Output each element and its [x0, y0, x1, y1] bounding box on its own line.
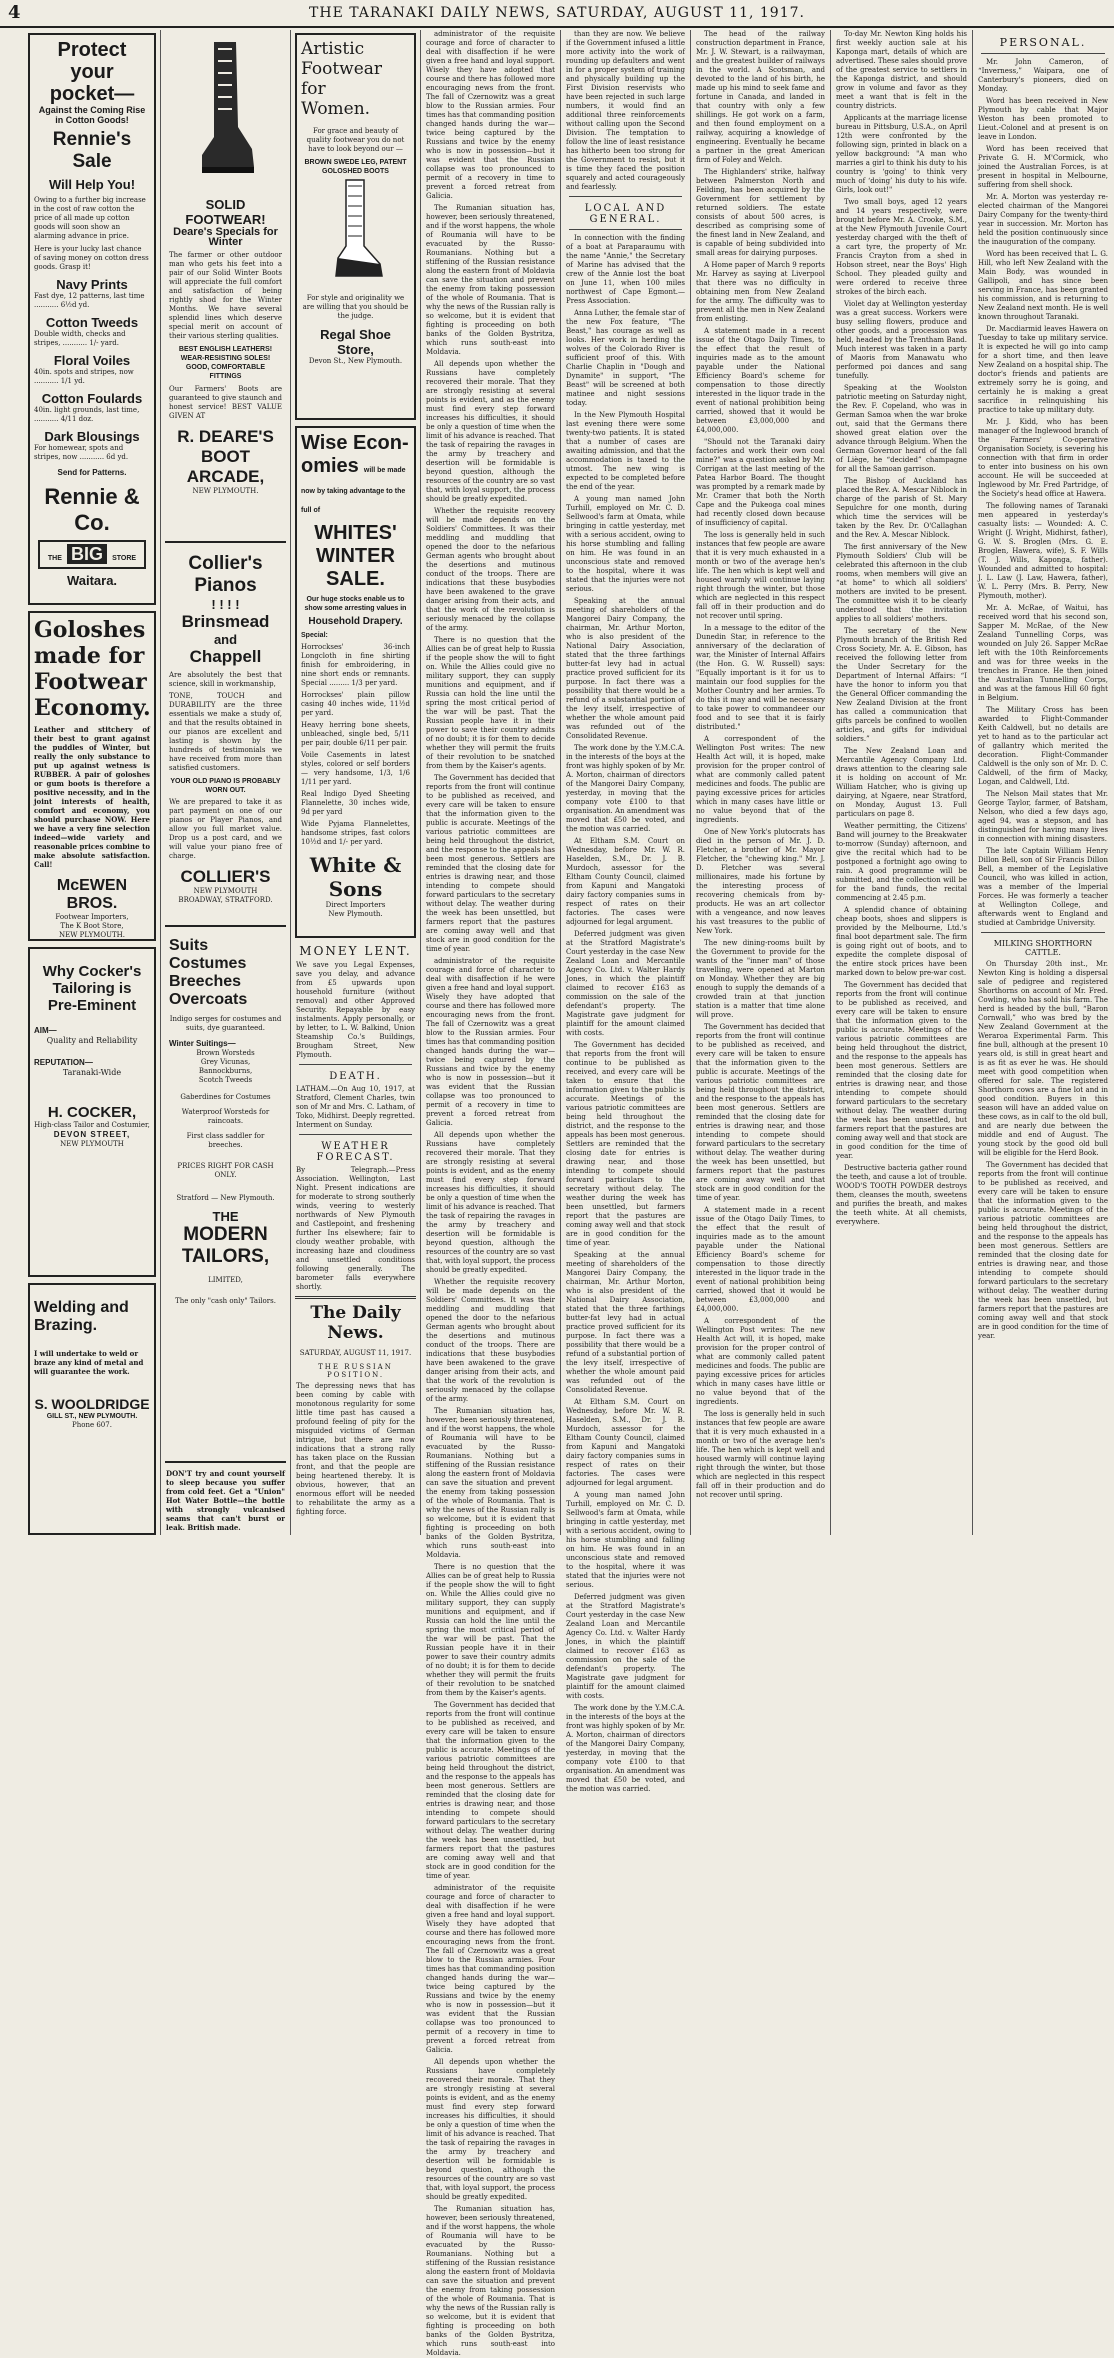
article-paragraph: Whether the requisite recovery will be made depends on the Soldiers' Committees. It was their meddling and muddling that opened the door to the nefarious German agents who brought about the desertions and mutinous conduct of the troops. There are indications that these busybodies have been awakened to the grave danger arising from their acts, and that the work of the revolution is seriously menaced by the collapse of the army. — [426, 507, 555, 632]
news-item: The first anniversary of the New Plymouth Soldiers' Club will be celebrated this afternoon in the club rooms, when members will give an “at home” to which all soldiers' mothers are invited to be present. The committee wish it to be clearly understood that the invitation applies to all soldiers' mothers. — [836, 543, 967, 623]
item-name: Dark Blousings — [44, 429, 140, 444]
column-3 — [293, 30, 418, 1535]
news-item: The New Zealand Loan and Mercantile Agency Company Ltd. draws attention to the clearing sale it is holding on account of Mr. William Hatcher, who is giving up dairying, at Ngaere, near Stratford, on Monday, August 13. Full particulars on page 8. — [836, 747, 967, 818]
ad-address: NEW PLYMOUTH. — [59, 931, 125, 939]
editorial-text: The depressing news that has been coming by cable with monotonous regularity for some little time past has caused a profound feeling of pity for the misguided victims of German intrigue, but there are now indications that a strong rally has taken place on the Russian front, and that the people are being heartened thereby. It is obvious, however, that an enormous effort will be needed to rehabilitate the army as a fighting force. — [296, 1382, 415, 1516]
ad-headline: Welding and — [34, 1299, 129, 1316]
news-item: The head of the railway construction department in France, Mr. J. W. Stewart, is a railwayman, and the greatest builder of railways in the world. A Scotsman, and devoted to the land of his birth, he made up his mind to seek fame and fortune in Canada, and landed in that country with only a few shillings. He got work on a farm, and then found employment on a railway, acquiring a knowledge of engineering. Eventually he became a partner in the great American firm of Foley and Welch. — [696, 30, 825, 164]
news-item: The new dining-rooms built by the Government to provide for the wants of the "inner man" of those travelling, were opened at Marton on Monday. Whether they are big enough to supply the demands of a crowded train at that junction station is a matter that time alone will prove. — [696, 939, 825, 1019]
ad-label: REPUTATION— — [34, 1058, 93, 1067]
ad-headline: Collier's — [188, 553, 263, 574]
ad-body: The farmer or other outdoor man who gets his feet into a pair of our Solid Winter Boots will appreciate the full comfort and satisfaction of being rightly shod for the Winter Months. We have several splendid lines which deserve special merit on account of their various sterling qualities. — [169, 251, 282, 340]
ad-subhead: Winter Suitings— — [169, 1039, 236, 1048]
price-list-item — [34, 277, 150, 310]
ad-body: Our Farmers' Boots are guaranteed to give staunch and honest service! BEST VALUE GIVEN AT — [169, 385, 282, 420]
ad-subhead: will be made now by taking advantage to the full of — [301, 467, 406, 514]
news-item: A Home paper of March 9 reports Mr. Harvey as saying at Liverpool that there was no difficulty in obtaining men from New Zealand for the army. The difficulty was to prevent all the men in New Zealand from enlisting. — [696, 261, 825, 323]
news-item: The work done by the Y.M.C.A. in the interests of the boys at the front was highly spoken of by Mr. A. Morton, chairman of directors of the Mangorei Dairy Company, yesterday, in moving that the company vote £100 to that organisation. An amendment was moved that £50 be voted, and the motion was carried. — [566, 744, 685, 833]
modern-tailors-advertisement — [165, 933, 286, 1463]
personal-item: The Military Cross has been awarded to Flight-Commander Keith Caldwell, but no details are yet to hand as to the particular act of gallantry which merited the decoration. Flight-Commander Caldwell is the only son of Mr. D. C. Caldwell, of the firm of Macky, Logan, and Caldwell, Ltd. — [978, 706, 1108, 786]
ad-subhead: Deare's Specials for Winter — [173, 226, 278, 248]
ad-label: Special: — [301, 632, 328, 639]
item-name: Cotton Foulards — [41, 391, 143, 406]
ad-headline: Pre-Eminent — [47, 997, 137, 1014]
personal-item: Word has been received in New Plymouth by cable that Major Weston has been promoted to Lieut.-Colonel and at present is on leave in London. — [978, 97, 1108, 141]
section-heading: PERSONAL. — [999, 36, 1087, 49]
article-paragraph: The Government has decided that reports from the front will continue to be published as received, and every care will be taken to ensure that the information given to the public is accurate. Meetings of the various patriotic committees are being held throughout the district, and the response to the appeals has been most generous. Settlers are reminded that the closing date for entries is drawing near, and those intending to compete should forward particulars to the secretary without delay. The weather during the week has been unsettled, but farmers report that the pastures are coming away well and that stock are in good condition for the time of year. — [426, 774, 555, 953]
ad-address: High-class Tailor and Costumier, — [34, 1121, 150, 1129]
personal-item: Mr. A. McRae, of Waitui, has received word that his second son, Sapper M. McRae, of the New Zealand Tunnelling Corps, was wounded on July 26. Sapper McRae left with the 10th Reinforcements and was for three weeks in the trenches in France. He then joined the Australian Tunnelling Corps, and was at the famous Hill 60 fight in Belgium. — [978, 604, 1108, 702]
personal-item: Word has been received that Private G. H. M'Cormick, who joined the Australian Forces, is at present in hospital in Melbourne, suffering from shell shock. — [978, 145, 1108, 189]
ad-headline: made for — [34, 643, 145, 669]
firm-name: BOOT — [200, 447, 251, 466]
news-item: The loss is generally held in such instances that few people are aware that it is very much exhausted in a month or two of the average hen's life. The hen which is kept well and housed warmly will continue laying right through the winter, but those which are neglected in this respect fall off in their production and do not recover until spring. — [696, 531, 825, 620]
column-8-personal — [975, 30, 1111, 1535]
news-item: Destructive bacteria gather round the teeth, and cause a lot of trouble. WOOD'S TOOTH POWDER destroys them, cleanses the mouth, sweetens and purifies the breath, and makes the teeth white. At all chemists, everywhere. — [836, 1164, 967, 1226]
article-paragraph: The Rumanian situation has, however, been seriously threatened, and if the worst happens, the whole of Roumania will have to be evacuated by the Russo-Roumanians. Nothing but a stiffening of the Russian resistance along the eastern front of Moldavia can save the situation and prevent the enemy from taking possession of the whole of Roumania. That is why the news of the Russian rally is so welcome, but it is evident that fighting is proceeding on both banks of the Golden Bystritza, which runs south-east into Moldavia. — [426, 1407, 555, 1559]
regal-shoe-advertisement — [295, 33, 416, 420]
item-name: Cotton Tweeds — [45, 315, 139, 330]
article-paragraph: administrator of the requisite courage and force of character to deal with disaffection if he were given a free hand and loyal support. Wisely they have adopted that course and there has followed more encouraging news from the front. The fall of Czernowitz was a great blow to the Russian armies. Four times has that commanding position changed hands during the war—twice being captured by the Russians and twice by the enemy who is now in possession—but it was evident that the Russian collapse was too pronounced to permit of a recovery in time to prevent a forced retreat from Galicia. — [426, 30, 556, 200]
personal-item: Mr. A. Morton was yesterday re-elected chairman of the Mangorei Dairy Company for the twenty-third year in succession. Mr. Morton has held the position continuously since the inauguration of the company. — [978, 193, 1108, 246]
logo-word: BIG — [67, 544, 107, 564]
news-item: In a message to the editor of the Dunedin Star, in reference to the anniversary of the declaration of war, the Minister of Internal Affairs (the Hon. G. W. Russell) says: "Equally important is it for us to maintain our food supplies for the Mother Country and her armies. To do this it may and will be necessary to take power to commandeer our food and to see that it is fairly distributed." — [696, 624, 825, 731]
news-item: Deferred judgment was given at the Stratford Magistrate's Court yesterday in the case New Zealand Loan and Mercantile Agency Co. Ltd. v. Walter Hardy Jones, in which the plaintiff claimed to recover £163 as commission on the sale of the defendant's property. The Magistrate gave judgment for plaintiff for the amount claimed with costs. — [566, 1593, 685, 1700]
news-item: The Government has decided that reports from the front will continue to be published as received, and every care will be taken to ensure that the information given to the public is accurate. Meetings of the various patriotic committees are being held throughout the district, and the response to the appeals has been most generous. Settlers are reminded that the closing date for entries is drawing near, and those intending to compete should forward particulars to the secretary without delay. The weather during the week has been unsettled, but farmers report that the pastures are coming away well and that stock are in good condition for the time of year. — [696, 1023, 825, 1202]
ad-address: Direct Importers — [325, 901, 386, 909]
news-item: To-day Mr. Newton King holds his first weekly auction sale at his Kaponga mart, details of which are advertised. These sales should prove of the greatest service to settlers in the Kaponga district, and should grow in volume and favor as they meet a want that is felt in the country districts. — [836, 30, 967, 110]
item-price: Double width, checks and stripes, ........... 1/- yard. — [34, 330, 126, 347]
ad-item: Gaberdines for Costumes — [180, 1093, 271, 1101]
article-paragraph: All depends upon whether the Russians have completely recovered their morale. That they are strongly resisting at several points is evident, and as the enemy must find every step forward increases his difficulties, it should be only a question of time when the limit of his advance is reached. That the task of repairing the ravages in the army by treachery and desertion will be formidable is beyond question, although the resources of the country are so vast that, with loyal support, the process should be greatly expedited. — [426, 1131, 555, 1274]
ad-ornament: ! ! ! ! — [211, 597, 240, 612]
ad-item: Brown Worsteds — [196, 1049, 255, 1057]
price-list-item — [34, 353, 150, 386]
ad-title: Rennie's Sale — [52, 129, 132, 172]
news-item: A splendid chance of obtaining cheap boots, shoes and slippers is provided by the Melbourne, Ltd.'s final boot department sale. The firm is going right out of boots, and to expedite the complete disposal of the entire stock prices have been marked down to below pre-war cost. — [836, 906, 967, 977]
ad-headline: Economy. — [34, 695, 151, 721]
logo-word: THE — [47, 555, 62, 562]
boot-illustration-icon — [196, 37, 256, 187]
ad-headline: Footwear — [34, 669, 147, 695]
news-item: A correspondent of the Wellington Post writes: The new Health Act will, it is hoped, make provision for the proper control of what are commonly called patent medicines and foods. The public are paying excessive prices for articles which in many cases have little or no value beyond that of the ingredients. — [696, 1317, 825, 1406]
article-paragraph: The Government has decided that reports from the front will continue to be published as received, and every care will be taken to ensure that the information given to the public is accurate. Meetings of the various patriotic committees are being held throughout the district, and the response to the appeals has been most generous. Settlers are reminded that the closing date for entries is drawing near, and those intending to compete should forward particulars to the secretary without delay. The weather during the week has been unsettled, but farmers report that the pastures are coming away well and that stock are in good condition for the time of year. — [426, 1701, 555, 1880]
section-heading: LOCAL AND GENERAL. — [584, 203, 667, 225]
firm-name: R. DEARE'S — [177, 427, 274, 446]
news-item: The Government has decided that reports from the front will continue to be published as received, and every care will be taken to ensure that the information given to the public is accurate. Meetings of the various patriotic committees are being held throughout the district, and the response to the appeals has been most generous. Settlers are reminded that the closing date for entries is drawing near, and those intending to compete should forward particulars to the secretary without delay. The weather during the week has been unsettled, but farmers report that the pastures are coming away well and that stock are in good condition for the time of year. — [566, 1041, 685, 1247]
ad-headline: Goloshes — [34, 617, 146, 643]
item-price: Fast dye, 12 patterns, last time ........... 6½d yd. — [34, 292, 145, 309]
ad-headline: Brinsmead — [181, 612, 270, 631]
ad-subhead: YOUR OLD PIANO IS PROBABLY WORN OUT. — [170, 778, 281, 794]
drapery-item: Horrockses' 36-inch Longcloth in fine shirting finish for embroidering, in nine short ends or remnants. Special ......... 1/3 per yard. — [301, 643, 410, 687]
ad-subhead: BROWN SWEDE LEG, PATENT GOLOSHED BOOTS — [304, 159, 407, 175]
ad-body: Owing to a further big increase in the cost of raw cotton the price of all made up cotton goods will soon show an alarming advance in price. — [34, 196, 146, 240]
ad-address: Stratford — New Plymouth. — [176, 1194, 275, 1202]
ad-body: Indigo serges for costumes and suits, dye guaranteed. — [169, 1015, 282, 1032]
ad-item: Bannockburns, — [198, 1067, 253, 1075]
rennie-advertisement — [28, 33, 156, 605]
article-paragraph: There is no question that the Allies can be of great help to Russia if the people show the will to fight on. While the Allies could give no military support, they can supply munitions and equipment, and if Russia can hold the line until the spring the most critical period of the war will be past. That the Russian people have it in their power to save their country admits of no doubt; it is for them to decide whether they will permit the fruits of their revolution to be snatched from them by the Kaiser's agents. — [426, 1563, 555, 1697]
firm-name: Rennie & Co. — [44, 484, 140, 535]
ad-headline: Suits — [169, 937, 209, 954]
ad-headline: Footwear — [301, 59, 383, 79]
news-item: A statement made in a recent issue of the Otago Daily Times, to the effect that the result of inquiries made as to the amount payable under the National Efficiency Board's scheme for compensation to those directly interested in the liquor trade in the event of national prohibition being carried, showed that it would be between £3,000,000 and £4,000,000. — [696, 327, 825, 434]
ad-headline: Tailoring is — [52, 980, 132, 997]
article-paragraph: The Rumanian situation has, however, been seriously threatened, and if the worst happens, the whole of Roumania will have to be evacuated by the Russo-Roumanians. Nothing but a stiffening of the Russian resistance along the eastern front of Moldavia can save the situation and prevent the enemy from taking possession of the whole of Roumania. That is why the news of the Russian rally is so welcome, but it is evident that fighting is proceeding on both banks of the Golden Bystritza, which runs south-east into Moldavia. — [426, 204, 555, 356]
news-item: The Bishop of Auckland has placed the Rev. A. Mescar Niblock in charge of the parish of St. Mary Sepulchre for one month, during which time the services will be taken by the Rev. Dr. O'Callaghan and the Rev. A. Mescar Niblock. — [836, 477, 967, 539]
firm-name: THE — [212, 1209, 239, 1224]
item-price: 40in. spots and stripes, now ........... 1/1 yd. — [34, 368, 134, 385]
news-item: The Highlanders' strike, halfway between Palmerston North and Feilding, has been acquired by the Government for settlement by returned soldiers. The estate consists of about 500 acres, is described as comprising some of the finest land in New Zealand, and is capable of being subdivided into small areas for dairying purposes. — [696, 168, 825, 257]
ad-body: Here is your lucky last chance of saving money on cotton dress goods. Grasp it! — [34, 245, 149, 271]
article-paragraph: Whether the requisite recovery will be made depends on the Soldiers' Committees. It was their meddling and muddling that opened the door to the nefarious German agents who brought about the desertions and mutinous conduct of the troops. There are indications that these busybodies have been awakened to the grave danger arising from their acts, and that the work of the revolution is seriously menaced by the collapse of the army. — [426, 1278, 555, 1403]
money-lent-notice: We save you Legal Expenses, save you delay, and advance from £5 upwards upon household furniture (without removal) and other Approved Security. Repayable by easy instalments. Apply personally, or by letter, to L. W. Balkind, Union Steamship Co.'s Buildings, Brougham Street, New Plymouth. — [296, 961, 415, 1059]
ad-address: NEW PLYMOUTH — [193, 887, 258, 895]
column-4-editorial — [423, 30, 558, 2357]
ad-address: Devon St., New Plymouth. — [308, 357, 403, 365]
drapery-list — [301, 643, 410, 847]
ad-item: PRICES RIGHT FOR CASH ONLY. — [177, 1162, 274, 1179]
article-paragraph: All depends upon whether the Russians have completely recovered their morale. That they are strongly resisting at several points is evident, and as the enemy must find every step forward increases his difficulties, it should be only a question of time when the limit of his advance is reached. That the task of repairing the ravages in the army by treachery and desertion will be formidable is beyond question, although the resources of the country are so vast that, with loyal support, the process should be greatly expedited. — [426, 360, 555, 503]
drapery-item: Wide Pyjama Flannelettes, handsome stripes, fast colors 10½d and 1/- per yard. — [301, 820, 410, 846]
news-item: In connection with the finding of a boat at Paraparaumu with the name "Annie," the Secretary of Marine has advised that the crew of the Annie lost the boat on June 11, when 100 miles northwest of Cape Egmont.—Press Association. — [566, 234, 685, 305]
column-5-local-news — [563, 30, 688, 1793]
news-item: A young man named John Turhill, employed on Mr. C. D. Sellwood's farm at Omata, while bringing in cattle yesterday, met with a serious accident, owing to his horse stumbling and falling on him. He was found in an unconscious state and removed to the hospital, where it was stated that the injuries were not serious. — [566, 1491, 685, 1589]
drapery-item: Voile Casements in latest styles, colored or self borders — very handsome, 1/3, 1/6 1/11 per yard. — [301, 751, 410, 786]
article-paragraph: administrator of the requisite courage and force of character to deal with disaffection if he were given a free hand and loyal support. Wisely they have adopted that course and there has followed more encouraging news from the front. The fall of Czernowitz was a great blow to the Russian armies. Four times has that commanding position changed hands during the war—twice being captured by the Russians and twice by the enemy who is now in possession—but it was evident that the Russian collapse was too pronounced to permit of a recovery in time to prevent a forced retreat from Galicia. — [426, 957, 556, 1127]
ladies-boot-illustration-icon — [326, 176, 386, 286]
newspaper-title: THE TARANAKI DAILY NEWS, SATURDAY, AUGUST 11, 1917. — [309, 5, 805, 21]
news-item: In the New Plymouth Hospital last evening there were some twenty-two patients. It is stated that a number of cases are awaiting admission, and that the accommodation is taxed to the utmost. The new wing is expected to be completed before the end of the year. — [566, 411, 685, 491]
column-1-ads — [26, 30, 158, 1535]
news-item: "Should not the Taranaki dairy factories and work their own coal mine?" was a question asked by Mr. Corrigan at the last meeting of the Patea Harbor Board. The thought was prompted by a remark made by Mr. Cramer that both the North Cape and the Pukeoga coal mines had recently closed down because of insufficiency of capital. — [696, 438, 825, 527]
ad-body: Quality and Reliability — [46, 1036, 138, 1045]
news-item: At Eltham S.M. Court on Wednesday, before Mr. W. R. Haselden, S.M., Dr. J. B. Murdoch, assessor for the Eltham County Council, claimed from Kapuni and Mangatoki dairy factory companies sums in respect of rates on their factories. The cases were adjourned for legal argument. — [566, 1398, 685, 1487]
town-name: NEW PLYMOUTH. — [192, 487, 259, 495]
news-item: On Thursday 20th inst., Mr. Newton King is holding a dispersal sale of pedigree and registered Shorthorns on account of Mr. Fred. Cowling, who has sold his farm. The herd is headed by the bull, “Baron Cornwall,” who was bred by the New Zealand Government at the Weraroa Experimental Farm. This fine bull, although at the present 10 years old, is still in great heart and is as fit as ever he was. He should meet with good competition when offered for sale. The registered Shorthorn cows are a fine lot and in good condition. Buyers in this season will have an added value on these cows, as in calf to the old bull, and are nearly due between the middle and end of August. The young stock by the good old bull will be eligible for the Herd Book. — [978, 960, 1108, 1157]
ad-body: We are prepared to take it as part payment on one of our pianos or Player Pianos, and allow you full market value. Drop us a post card, and we will value your piano free of charge. — [169, 798, 282, 860]
ad-body: BEST ENGLISH LEATHERS! WEAR-RESISTING SOLES! GOOD, COMFORTABLE FITTINGS — [178, 346, 273, 380]
ad-body: Are absolutely the best that science, skill in workmanship, — [169, 671, 282, 688]
news-item: Violet day at Wellington yesterday was a great success. Workers were busy selling flowers, produce and other goods, and a procession was held, headed by the Trentham Band. Much interest was taken in a party of Maoris from Manawatu who performed poi dances and sang tunefully. — [836, 300, 967, 380]
ad-headline: Wise Econ- — [301, 432, 409, 454]
news-item: A young man named John Turhill, employed on Mr. C. D. Sellwood's farm at Omata, while bringing in cattle yesterday, met with a serious accident, owing to his horse stumbling and falling on him. He was found in an unconscious state and removed to the hospital, where it was stated that the injuries were not serious. — [566, 495, 685, 593]
section-heading: DEATH. — [329, 1071, 382, 1082]
weather-forecast-text: By Telegraph.—Press Association. Wellington, Last Night. Present indications are for moderate to strong southerly winds, veering to westerly northwards of New Plymouth and Castlepoint, and freshening further Ins elsewhere; fair to cloudy weather probable, with increasing haze and cloudiness and unsettled conditions following generally. The barometer falls everywhere shortly. — [296, 1166, 415, 1291]
news-item: Speaking at the Woolston patriotic meeting on Saturday night, the Rev. F. Copeland, who was in German Samoa when the war broke out, said that the Germans there showed great elation over the advance through Belgium. When the German Governor heard of the fall of Liège, he “decided” champagne for all the Samoan garrison. — [836, 384, 967, 473]
ad-title: WHITES' — [314, 522, 397, 544]
column-6-news — [693, 30, 828, 1535]
news-item: The work done by the Y.M.C.A. in the interests of the boys at the front was highly spoken of by Mr. A. Morton, chairman of directors of the Mangorei Dairy Company, yesterday, in moving that the company vote £100 to that organisation. An amendment was moved that £50 be voted, and the motion was carried. — [566, 1704, 685, 1793]
news-item: A correspondent of the Wellington Post writes: The new Health Act will, it is hoped, make provision for the proper control of what are commonly called patent medicines and foods. The public are paying excessive prices for articles which in many cases have little or no value beyond that of the ingredients. — [696, 735, 825, 824]
ad-title: WINTER — [316, 545, 395, 567]
ad-item: First class saddler for breeches. — [186, 1132, 265, 1149]
drapery-item: Real Indigo Dyed Sheeting Flannelette, 30 inches wide, 9d per yard — [301, 790, 410, 816]
news-item: The Government has decided that reports from the front will continue to be published as received, and every care will be taken to ensure that the information given to the public is accurate. Meetings of the various patriotic committees are being held throughout the district, and the response to the appeals has been most generous. Settlers are reminded that the closing date for entries is drawing near, and those intending to compete should forward particulars to the secretary without delay. The weather during the week has been unsettled, but farmers report that the pastures are coming away well and that stock are in good condition for the time of year. — [836, 981, 967, 1160]
news-item: At Eltham S.M. Court on Wednesday, before Mr. W. R. Haselden, S.M., Dr. J. B. Murdoch, assessor for the Eltham County Council, claimed from Kapuni and Mangatoki dairy factory companies sums in respect of rates on their factories. The cases were adjourned for legal argument. — [566, 837, 685, 926]
item-price: 40in. light grounds, last time, ........... 4/11 doz. — [34, 406, 140, 423]
news-item: Two small boys, aged 12 years and 14 years respectively, were brought before Mr. A. Crooke, S.M., at the New Plymouth Juvenile Court yesterday charged with the theft of a cart tyre, the property of Mr. Francis Crayton from a shed in Hobson street, near the Boys' High School. They pleaded guilty and were ordered to receive three strokes of the birch each. — [836, 198, 967, 296]
news-item: Speaking at the annual meeting of shareholders of the Mangorei Dairy Company, the chairman, Mr. Arthur Morton, who is also president of the National Dairy Association, stated that the three farthings butter-fat levy had in actual practice proved sufficient for its purpose. In fact there was a possibility that there would be a refund of a substantial portion of the levy itself, irrespective of whether the whole amount paid was refunded out of the Consolidated Revenue. — [566, 597, 685, 740]
ad-headline: Breeches — [169, 973, 242, 990]
ad-headline: Brazing. — [34, 1317, 98, 1334]
ad-address: NEW PLYMOUTH — [60, 1140, 124, 1148]
news-item: The loss is generally held in such instances that few people are aware that it is very much exhausted in a month or two of the average hen's life. The hen which is kept well and housed warmly will continue laying right through the winter, but those which are neglected in this respect fall off in their production and do not recover until spring. — [696, 1410, 825, 1499]
firm-name: H. COCKER, — [47, 1104, 137, 1121]
ad-headline: Chappell — [189, 647, 262, 666]
ad-note: Send for Patterns. — [57, 468, 127, 477]
ad-item: Waterproof Worsteds for raincoats. — [181, 1108, 270, 1125]
news-item: The secretary of the New Plymouth branch of the British Red Cross Society, Mr. A. E. Gibson, has received the following letter from the Under Secretary for the Department of Internal Affairs: “I have the honor to inform you that the General Officer commanding the New Zealand Division at the front has called a communication that gifts parcels be confined to woollen articles, and gifts for individual soldiers.” — [836, 627, 967, 743]
ad-note: The only "cash only" Tailors. — [175, 1297, 276, 1305]
ad-address: New Plymouth. — [328, 910, 383, 918]
article-paragraph: All depends upon whether the Russians have completely recovered their morale. That they are strongly resisting at several points is evident, and as the enemy must find every step forward increases his difficulties, it should be only a question of time when the limit of his advance is reached. That the task of repairing the ravages in the army by treachery and desertion will be formidable is beyond question, although the resources of the country are so vast that, with loyal support, the process should be greatly expedited. — [426, 2058, 555, 2201]
drapery-item: Heavy herring bone sheets, unbleached, single bed, 5/11 per pair, double 6/11 per pair. — [301, 721, 410, 747]
personal-item: Mr. J. Kidd, who has been manager of the Inglewood branch of the Farmers' Co-operative Organisation Society, is severing his connection with that firm in order to enter into business on his own account. He will be succeeded at Inglewood by Mr. Fred Partridge, of the Society's head office at Hawera. — [978, 418, 1108, 498]
firm-name: COLLIER'S — [180, 867, 271, 886]
logo-word: STORE — [112, 555, 137, 562]
price-list-item — [34, 391, 150, 424]
column-7-news — [833, 30, 970, 1535]
ad-item: Scotch Tweeds — [198, 1076, 253, 1084]
personal-item: The following names of Taranaki men appeared in yesterday's casualty lists: — Wounded: A. C. Wright (J. Wright, Midhirst, father), G. W. S. Broglen (Mrs. G. E. Broglen, Hawera, wife), S. F. Wills (T. J. Wills, Kaponga, father). Wounded and admitted to hospital: J. L. Law (J. Law, Hawera, father), W. L. Perry (Mrs. B. Perry, New Plymouth, mother). — [978, 502, 1108, 600]
price-list — [34, 277, 150, 462]
news-item: One of New York's plutocrats has died in the person of Mr. J. D. Fletcher, a brother of Mr. Mayor Fletcher, the "chewing king." Mr. J. D. Fletcher was several millionaires, made his fortune by the interesting process of recovering chemicals from by-products. He was an art collector with a vengeance, and now leaves his vast treasures to the public of New York. — [696, 828, 825, 935]
item-name: Navy Prints — [56, 277, 128, 292]
ad-headline: omies — [301, 455, 359, 477]
news-item: Anna Luther, the female star of the new Fox feature, "The Beast," has courage as well as looks. Her work in herding the wolves of the Colorado River is sufficient proof of this. With Charlie Chaplin in "Dough and Dynamite" in support, "The Beast" will be screened at both matinee and night sessions today. — [566, 309, 685, 407]
item-price: For homewear, spots and stripes, now ........... 6d yd. — [34, 444, 129, 461]
personal-item: Dr. Macdiarmid leaves Hawera on Tuesday to take up military service. It is expected he will go into camp for a short time, and then leave New Zealand on a hospital ship. The doctor's friends and patients are extremely sorry he is going, and certainly he is making a great sacrifice in relinquishing his practice to take up military duty. — [978, 325, 1108, 414]
firm-name: S. WOOLDRIDGE — [34, 1396, 150, 1412]
ad-headline: for — [301, 79, 326, 99]
firm-name: TAILORS, — [181, 1246, 270, 1267]
masthead — [0, 0, 1114, 28]
personal-item: The late Captain William Henry Dillon Bell, son of Sir Francis Dillon Bell, a member of the Legislative Council, who was killed in action, was a member of the Imperial Forces. He was formerly a teacher at Wellington College, and afterwards went to England and studied at Cambridge University. — [978, 847, 1108, 927]
ad-address: DEVON STREET, — [53, 1130, 131, 1139]
ad-headline: Women. — [301, 99, 371, 119]
ad-address: GILL ST., NEW PLYMOUTH. — [46, 1413, 138, 1420]
cocker-tailoring-advertisement — [28, 947, 156, 1277]
firm-name: McEWEN BROS. — [56, 877, 128, 912]
firm-name: MODERN — [183, 1224, 268, 1245]
page-number: 4 — [8, 2, 21, 23]
ad-headline: pocket— — [49, 83, 135, 105]
ad-subhead: Household Drapery. — [308, 616, 403, 627]
news-item: The Government has decided that reports from the front will continue to be published as received, and every care will be taken to ensure that the information given to the public is accurate. Meetings of the various patriotic committees are being held throughout the district, and the response to the appeals has been most generous. Settlers are reminded that the closing date for entries is drawing near, and those intending to compete should forward particulars to the secretary without delay. The weather during the week has been unsettled, but farmers report that the pastures are coming away well and that stock are in good condition for the time of year. — [978, 1161, 1108, 1340]
section-heading: MILKING SHORTHORN CATTLE. — [993, 939, 1093, 957]
article-paragraph: administrator of the requisite courage and force of character to deal with disaffection if he were given a free hand and loyal support. Wisely they have adopted that course and there has followed more encouraging news from the front. The fall of Czernowitz was a great blow to the Russian armies. Four times has that commanding position changed hands during the war—twice being captured by the Russians and twice by the enemy who is now in possession—but it was evident that the Russian collapse was too pronounced to permit of a recovery in time to prevent a forced retreat from Galicia. — [426, 1884, 556, 2054]
editorial-date: SATURDAY, AUGUST 11, 1917. — [299, 1349, 412, 1357]
deare-boot-advertisement — [165, 33, 286, 543]
section-heading: WEATHER FORECAST. — [316, 1141, 395, 1163]
ad-address: Footwear Importers, — [55, 913, 129, 921]
ad-headline: SOLID FOOTWEAR! — [185, 197, 266, 227]
ad-title: SALE. — [326, 568, 385, 590]
ad-label: AIM— — [34, 1026, 57, 1035]
drapery-item: Horrockses' plain pillow casing 40 inches wide, 11½d per yard. — [301, 691, 410, 717]
article-paragraph: than they are now. We believe if the Government infused a little more activity into the work of rounding up defaulters and went in for a proper system of training and physically building up the First Division reservists who have been rejected in such large numbers, it would find an additional three reinforcements without calling upon the Second Division. The temptation to follow the line of least resistance has hitherto been too strong for the Government to resist, but it is time they faced the position squarely and acted courageously and fearlessly. — [566, 30, 685, 191]
ad-address: Phone 607. — [72, 1421, 112, 1429]
ad-body: For grace and beauty of quality footwear you do not have to look beyond our — — [306, 127, 405, 153]
ad-body: Our huge stocks enable us to show some arresting values in — [304, 596, 407, 612]
section-heading: THE RUSSIAN POSITION. — [318, 1363, 393, 1379]
news-item: Speaking at the annual meeting of shareholders of the Mangorei Dairy Company, the chairman, Mr. Arthur Morton, who is also president of the National Dairy Association, stated that the three farthings butter-fat levy had in actual practice proved sufficient for its purpose. In fact there was a possibility that there would be a refund of a substantial portion of the levy itself, irrespective of whether the whole amount paid was refunded out of the Consolidated Revenue. — [566, 1251, 685, 1394]
news-item: Weather permitting, the Citizens' Band will journey to the Breakwater to-morrow (Sunday) afternoon, and give the recital which had to be postponed a fortnight ago owing to rain. A good programme will be submitted, and the collection will be for the band funds, the recital commencing at 2.45 p.m. — [836, 822, 967, 902]
ad-headline: Overcoats — [169, 991, 248, 1008]
ad-headline: Protect your — [57, 39, 127, 83]
price-list-item — [34, 315, 150, 348]
ad-headline: Pianos — [194, 575, 257, 596]
personal-item: Mr. John Cameron, of “Inverness,” Waipara, one of Canterbury's pioneers, died on Monday. — [978, 58, 1108, 93]
section-heading: MONEY LENT. — [299, 944, 412, 958]
news-item: Applicants at the marriage license bureau in Pittsburg, U.S.A., on April 12th were confronted by the following sign, printed in black on a yellow background: "A man who marries a girl to think his duty to his country is ‘going’ to think very much of ‘doing’ his duty to his wife. Girls, look out!" — [836, 114, 967, 194]
whites-winter-sale-advertisement — [295, 426, 416, 938]
ad-headline: Why Cocker's — [42, 963, 142, 980]
news-item: A statement made in a recent issue of the Otago Daily Times, to the effect that the result of inquiries made as to the amount payable under the National Efficiency Board's scheme for compensation to those directly interested in the liquor trade in the event of national prohibition being carried, showed that it would be between £3,000,000 and £4,000,000. — [696, 1206, 825, 1313]
ad-subhead: Against the Coming Rise in Cotton Goods! — [38, 105, 146, 125]
collier-pianos-advertisement — [165, 549, 286, 927]
item-name: Floral Voiles — [53, 353, 131, 368]
firm-name: Regal Shoe Store, — [320, 327, 391, 357]
ad-address: The K Boot Store, — [60, 922, 124, 930]
article-paragraph: The Rumanian situation has, however, been seriously threatened, and if the worst happens, the whole of Roumania will have to be evacuated by the Russo-Roumanians. Nothing but a stiffening of the Russian resistance along the eastern front of Moldavia can save the situation and prevent the enemy from taking possession of the whole of Roumania. That is why the news of the Russian rally is so welcome, but it is evident that fighting is proceeding on both banks of the Golden Bystritza, which runs south-east into Moldavia. — [426, 2205, 555, 2357]
column-2-ads — [163, 30, 288, 1535]
wooldridge-welding-advertisement — [28, 1283, 156, 1535]
ad-body: Leather and stitchery of their best to grant against the puddles of Winter, but really the only substance to put up against wetness is RUBBER. A pair of goloshes or gum boots is therefore a positive necessity, and in the joint interests of health, comfort and economy, you should purchase NOW. Here we have a very fine selection indeed—wide variety and reasonable prices combine to make absolute satisfaction. Call! — [34, 725, 150, 869]
ad-note: LIMITED, — [208, 1276, 243, 1284]
ad-headline: Costumes — [169, 955, 247, 972]
mcewen-goloshes-advertisement — [28, 611, 156, 941]
ad-body: For style and originality we are willing that you should be the judge. — [302, 294, 409, 320]
big-store-logo — [38, 540, 146, 569]
ad-item: Grey Vicunas, — [200, 1058, 251, 1066]
personal-item: The Nelson Mail states that Mr. George Taylor, farmer, of Batsham, Nelson, who died a few days ago, aged 94, was a stepson, and has distinguished for having many lives in connection with mining disasters. — [978, 790, 1108, 843]
personal-item: Word has been received that L. G. Hill, who left New Zealand with the Main Body, was wounded in Gallipoli, and has since been serving in France, has been granted his commission, and is returning to New Zealand next month. He is well known throughout Taranaki. — [978, 250, 1108, 321]
ad-headline: and — [213, 632, 238, 647]
ad-subhead: Will Help You! — [48, 177, 136, 192]
editorial-masthead: The Daily News. — [310, 1303, 401, 1343]
ad-body: TONE, TOUCH and DURABILITY are the three essentials we make a study of, and that the results obtained in our pianos are excellent and lasting is shown by the hundreds of testimonials we have received from more than satisfied customers. — [169, 692, 282, 772]
article-paragraph: There is no question that the Allies can be of great help to Russia if the people show the will to fight on. While the Allies could give no military support, they can supply munitions and equipment, and if Russia can hold the line until the spring the most critical period of the war will be past. That the Russian people have it in their power to save their country admits of no doubt; it is for them to decide whether they will permit the fruits of their revolution to be snatched from them by the Kaiser's agents. — [426, 636, 555, 770]
death-notice: LATHAM.—On Aug 10, 1917, at Stratford, Clement Charles, twin son of Mr and Mrs. C. Latham, of Toko, Midhirst. Deeply regretted. Interment on Sunday. — [296, 1085, 415, 1129]
ad-headline: Artistic — [301, 39, 365, 59]
firm-name: White & Sons — [309, 853, 402, 901]
ad-address: BROADWAY, STRATFORD. — [178, 896, 273, 904]
firm-name: ARCADE, — [186, 467, 265, 486]
price-list-item — [34, 429, 150, 462]
ad-body: Taranaki-Wide — [62, 1068, 122, 1077]
union-bottle-notice: DON'T try and count yourself to sleep because you suffer from cold feet. Get a "Union" Hot Water Bottle—the bottle with strongly vulcanised seams that can't burst or leak. British made. — [166, 1469, 285, 1532]
town-name: Waitara. — [66, 573, 118, 588]
news-item: Deferred judgment was given at the Stratford Magistrate's Court yesterday in the case New Zealand Loan and Mercantile Agency Co. Ltd. v. Walter Hardy Jones, in which the plaintiff claimed to recover £163 as commission on the sale of the defendant's property. The Magistrate gave judgment for plaintiff for the amount claimed with costs. — [566, 930, 685, 1037]
ad-body: I will undertake to weld or braze any kind of metal and will guarantee the work. — [34, 1349, 144, 1376]
